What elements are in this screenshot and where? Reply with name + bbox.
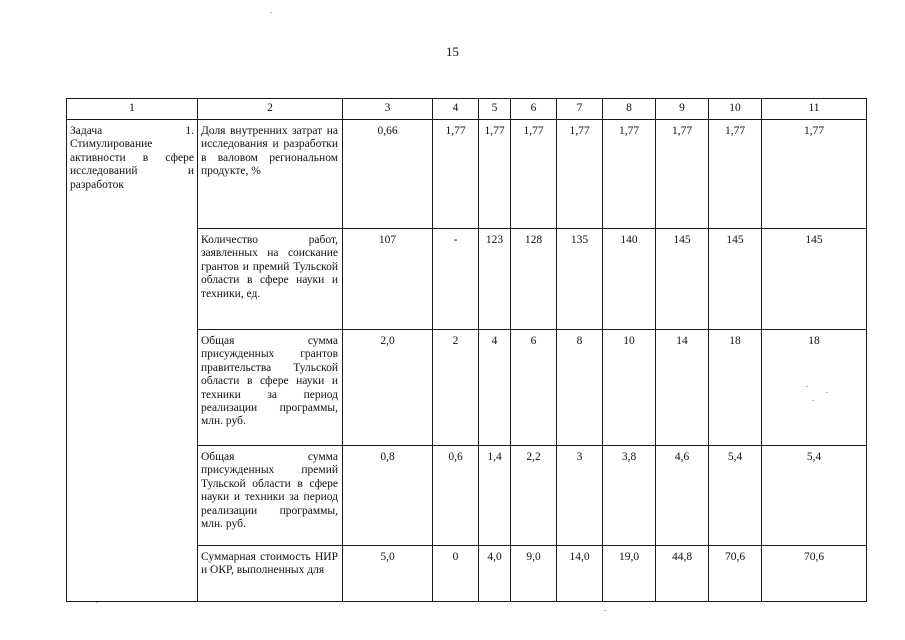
value-cell: 1,77	[709, 120, 762, 229]
value-cell: 14	[656, 330, 709, 446]
value-cell: 3	[557, 446, 603, 546]
value-cell: -	[433, 229, 479, 330]
value-cell: 4,6	[656, 446, 709, 546]
value-cell: 4,0	[479, 546, 511, 602]
indicator-cell: Общая сумма присужденных премий Тульской области в сфере науки и техники за период реализации программы, млн. руб.	[198, 446, 343, 546]
indicator-cell: Общая сумма присужденных грантов правительства Тульской области в сфере науки и техники за период реализации программы, млн. руб.	[198, 330, 343, 446]
column-header: 2	[198, 99, 343, 120]
value-cell: 1,4	[479, 446, 511, 546]
value-cell: 18	[709, 330, 762, 446]
scan-speck	[270, 12, 272, 13]
value-cell: 0,6	[433, 446, 479, 546]
column-header: 10	[709, 99, 762, 120]
column-header: 1	[67, 99, 198, 120]
value-cell: 1,77	[656, 120, 709, 229]
column-header: 11	[762, 99, 867, 120]
value-cell: 1,77	[479, 120, 511, 229]
value-cell: 4	[479, 330, 511, 446]
value-cell: 123	[479, 229, 511, 330]
value-cell: 145	[762, 229, 867, 330]
value-cell: 9,0	[511, 546, 557, 602]
value-cell: 3,8	[603, 446, 656, 546]
scan-speck	[806, 386, 808, 387]
scan-speck	[826, 392, 828, 393]
value-cell: 140	[603, 229, 656, 330]
value-cell: 14,0	[557, 546, 603, 602]
scan-speck	[812, 400, 814, 401]
indicator-cell: Суммарная стоимость НИР и ОКР, выполненных для	[198, 546, 343, 602]
value-cell: 5,0	[343, 546, 433, 602]
value-cell: 145	[656, 229, 709, 330]
value-cell: 19,0	[603, 546, 656, 602]
value-cell: 1,77	[762, 120, 867, 229]
value-cell: 70,6	[709, 546, 762, 602]
indicator-cell: Доля внутренних затрат на исследования и разработки в валовом региональном продукте, %	[198, 120, 343, 229]
value-cell: 2	[433, 330, 479, 446]
indicator-cell: Количество работ, заявленных на соискание грантов и премий Тульской области в сфере науки и техники, ед.	[198, 229, 343, 330]
value-cell: 1,77	[603, 120, 656, 229]
scan-speck	[604, 610, 606, 611]
column-header: 9	[656, 99, 709, 120]
value-cell: 8	[557, 330, 603, 446]
value-cell: 1,77	[511, 120, 557, 229]
value-cell: 6	[511, 330, 557, 446]
scan-speck	[96, 602, 98, 603]
column-header: 8	[603, 99, 656, 120]
value-cell: 107	[343, 229, 433, 330]
value-cell: 2,0	[343, 330, 433, 446]
value-cell: 0,66	[343, 120, 433, 229]
column-header: 3	[343, 99, 433, 120]
task-label: Задача 1. Стимулирование активности в сфере исследований и разработок	[67, 120, 198, 602]
value-cell: 2,2	[511, 446, 557, 546]
table-row	[67, 120, 867, 229]
value-cell: 10	[603, 330, 656, 446]
table-header-row	[67, 99, 867, 120]
value-cell: 5,4	[762, 446, 867, 546]
column-header: 7	[557, 99, 603, 120]
value-cell: 5,4	[709, 446, 762, 546]
value-cell: 145	[709, 229, 762, 330]
value-cell: 18	[762, 330, 867, 446]
indicators-table	[66, 98, 867, 602]
page-number: 15	[446, 44, 459, 59]
value-cell: 1,77	[557, 120, 603, 229]
value-cell: 0	[433, 546, 479, 602]
value-cell: 44,8	[656, 546, 709, 602]
column-header: 4	[433, 99, 479, 120]
value-cell: 70,6	[762, 546, 867, 602]
column-header: 5	[479, 99, 511, 120]
value-cell: 1,77	[433, 120, 479, 229]
column-header: 6	[511, 99, 557, 120]
value-cell: 135	[557, 229, 603, 330]
value-cell: 0,8	[343, 446, 433, 546]
value-cell: 128	[511, 229, 557, 330]
